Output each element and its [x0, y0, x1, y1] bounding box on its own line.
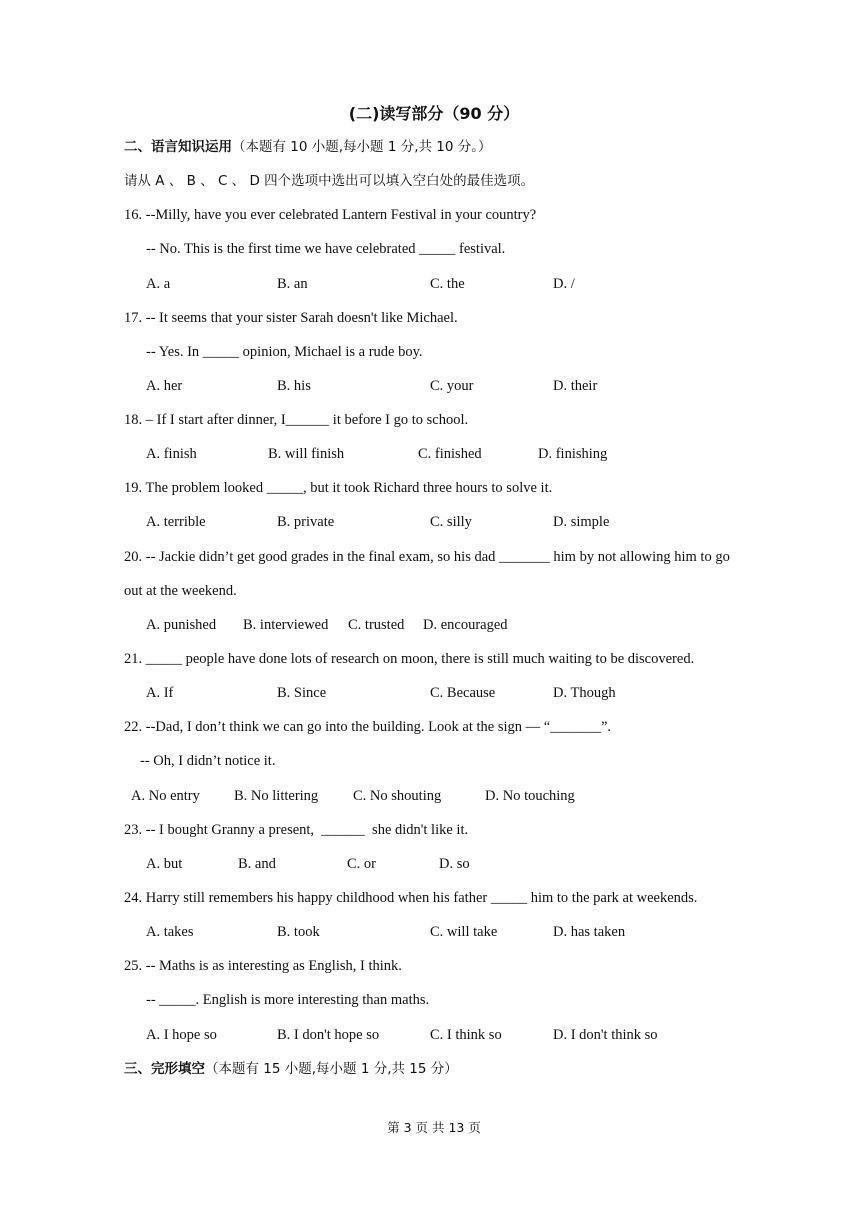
q19-option-d: D. simple — [553, 514, 610, 530]
q18-option-a: A. finish — [146, 446, 197, 462]
q16-stem: 16. --Milly, have you ever celebrated Lantern Festival in your country? — [124, 207, 537, 223]
section3-heading: 三、完形填空 — [124, 1061, 205, 1077]
q18-stem: 18. – If I start after dinner, I______ it before I go to school. — [124, 412, 469, 428]
q17-option-a: A. her — [146, 378, 183, 394]
q17-option-c: C. your — [430, 378, 474, 394]
q22-stem: 22. --Dad, I don’t think we can go into the building. Look at the sign — “_______”. — [124, 719, 612, 735]
q21-option-c: C. Because — [430, 685, 496, 701]
q23-option-c: C. or — [347, 856, 376, 872]
q17-reply: -- Yes. In _____ opinion, Michael is a rude boy. — [146, 344, 423, 360]
q22-option-c: C. No shouting — [353, 788, 442, 804]
q21-stem: 21. _____ people have done lots of research on moon, there is still much waiting to be discovered. — [124, 651, 695, 667]
q19-stem: 19. The problem looked _____, but it took Richard three hours to solve it. — [124, 480, 553, 496]
q16-option-a: A. a — [146, 276, 171, 292]
q24-stem: 24. Harry still remembers his happy childhood when his father _____ him to the park at weekends. — [124, 890, 698, 906]
section3-header — [124, 1059, 458, 1079]
q18-option-b: B. will finish — [268, 446, 345, 462]
q25-option-d: D. I don't think so — [553, 1027, 658, 1043]
q21-option-d: D. Though — [553, 685, 616, 701]
q25-reply: -- _____. English is more interesting than maths. — [146, 992, 430, 1008]
q19-option-a: A. terrible — [146, 514, 206, 530]
q24-option-c: C. will take — [430, 924, 498, 940]
q24-option-b: B. took — [277, 924, 320, 940]
q17-option-d: D. their — [553, 378, 598, 394]
page-footer: 第 3 页 共 13 页 — [387, 1120, 481, 1135]
q20-option-b: B. interviewed — [243, 617, 329, 633]
q19-option-b: B. private — [277, 514, 335, 530]
section2-note: （本题有 10 小题,每小题 1 分,共 10 分。） — [232, 139, 492, 155]
q23-option-a: A. but — [146, 856, 183, 872]
q18-option-d: D. finishing — [538, 446, 608, 462]
q22-option-a: A. No entry — [131, 788, 200, 804]
q23-stem: 23. -- I bought Granny a present, ______ she didn't like it. — [124, 822, 469, 838]
q22-reply: -- Oh, I didn’t notice it. — [140, 753, 276, 769]
section2-heading: 二、语言知识运用 — [124, 139, 232, 155]
section-title: (二)读写部分（90 分） — [348, 104, 520, 123]
q16-option-b: B. an — [277, 276, 308, 292]
section2-header — [124, 137, 492, 157]
q20-stem: 20. -- Jackie didn’t get good grades in the final exam, so his dad _______ him by not allowing him to go — [124, 549, 730, 565]
section3-note: （本题有 15 小题,每小题 1 分,共 15 分） — [205, 1061, 458, 1077]
q17-stem: 17. -- It seems that your sister Sarah doesn't like Michael. — [124, 310, 458, 326]
q22-option-d: D. No touching — [485, 788, 575, 804]
q20-option-c: C. trusted — [348, 617, 405, 633]
q23-option-b: B. and — [238, 856, 276, 872]
q20-option-a: A. punished — [146, 617, 217, 633]
section2-instruction: 请从 A 、 B 、 C 、 D 四个选项中选出可以填入空白处的最佳选项。 — [124, 173, 535, 189]
q21-option-a: A. If — [146, 685, 174, 701]
q25-option-c: C. I think so — [430, 1027, 502, 1043]
q17-option-b: B. his — [277, 378, 311, 394]
q20-stem-continued: out at the weekend. — [124, 583, 237, 599]
q25-option-b: B. I don't hope so — [277, 1027, 380, 1043]
q16-option-c: C. the — [430, 276, 465, 292]
q20-option-d: D. encouraged — [423, 617, 508, 633]
q23-option-d: D. so — [439, 856, 470, 872]
q18-option-c: C. finished — [418, 446, 482, 462]
q22-option-b: B. No littering — [234, 788, 319, 804]
q16-reply: -- No. This is the first time we have celebrated _____ festival. — [146, 241, 506, 257]
q19-option-c: C. silly — [430, 514, 472, 530]
q16-option-d: D. / — [553, 276, 575, 292]
q25-stem: 25. -- Maths is as interesting as English, I think. — [124, 958, 402, 974]
q24-option-a: A. takes — [146, 924, 194, 940]
q25-option-a: A. I hope so — [146, 1027, 217, 1043]
q21-option-b: B. Since — [277, 685, 327, 701]
q24-option-d: D. has taken — [553, 924, 626, 940]
